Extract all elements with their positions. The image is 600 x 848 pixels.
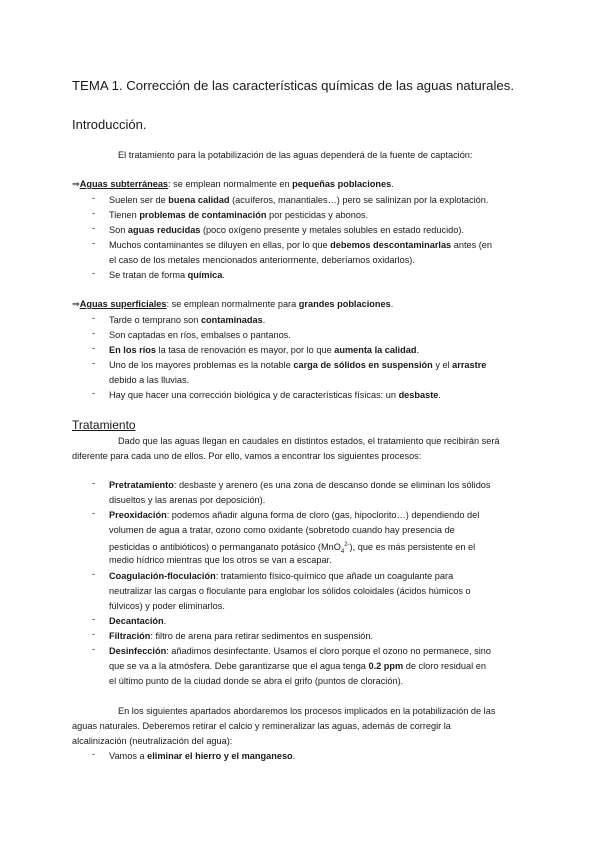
list-item: Tienen problemas de contaminación por pesticidas y abonos. bbox=[109, 210, 369, 220]
dash: - bbox=[92, 749, 96, 759]
dash: - bbox=[92, 328, 96, 338]
list-item: En los ríos la tasa de renovación es mayor, por lo que aumenta la calidad. bbox=[109, 345, 420, 355]
list-item: Hay que hacer una corrección biológica y de características físicas: un desbaste. bbox=[109, 390, 441, 400]
subterraneas-label: Aguas subterráneas bbox=[79, 179, 169, 189]
dash: - bbox=[92, 614, 96, 624]
list-item: Filtración: filtro de arena para retirar sedimentos en suspensión. bbox=[109, 631, 374, 641]
list-item: Preoxidación: podemos añadir alguna forma de cloro (gas, hipoclorito…) dependiendo del bbox=[109, 510, 480, 520]
dash: - bbox=[92, 358, 96, 368]
dash: - bbox=[92, 313, 96, 323]
paragraph: alcalinización (neutralización del agua): bbox=[72, 736, 233, 746]
list-item: Muchos contaminantes se diluyen en ellas, por lo que debemos descontaminarlas antes (en bbox=[109, 240, 493, 250]
list-item: Pretratamiento: desbaste y arenero (es una zona de descanso donde se eliminan los sólidos bbox=[109, 480, 491, 490]
dash: - bbox=[92, 569, 96, 579]
dash: - bbox=[92, 343, 96, 353]
subterraneas-lead: ⇒Aguas subterráneas: se emplean normalmente en pequeñas poblaciones. bbox=[72, 179, 394, 189]
list-item: Se tratan de forma química. bbox=[109, 270, 225, 280]
dash: - bbox=[92, 478, 96, 488]
dash: - bbox=[92, 208, 96, 218]
dash: - bbox=[92, 238, 96, 248]
dash: - bbox=[92, 388, 96, 398]
list-item-continuation: pesticidas o antibióticos) o permanganato potásico (MnO$_4^{2-}$), que es más persistente en el bbox=[109, 542, 476, 555]
list-item-continuation: disueltos y las arenas por deposición). bbox=[109, 495, 266, 505]
paragraph: diferente para cada uno de ellos. Por ello, vamos a encontrar los siguientes procesos: bbox=[72, 451, 422, 461]
dash: - bbox=[92, 223, 96, 233]
list-item-continuation: debido a las lluvias. bbox=[109, 375, 190, 385]
list-item-continuation: el caso de los metales mencionados anteriormente, deberíamos oxidarlos). bbox=[109, 255, 415, 265]
paragraph: Dado que las aguas llegan en caudales en distintos estados, el tratamiento que recibirán será bbox=[118, 436, 500, 446]
paragraph: aguas naturales. Deberemos retirar el calcio y remineralizar las aguas, además de corregir la bbox=[72, 721, 451, 731]
list-item: Coagulación-floculación: tratamiento físico-químico que añade un coagulante para bbox=[109, 571, 454, 581]
tratamiento-heading: Tratamiento bbox=[72, 418, 136, 432]
dash: - bbox=[92, 508, 96, 518]
superficiales-lead: ⇒Aguas superficiales: se emplean normalmente para grandes poblaciones. bbox=[72, 299, 394, 309]
dash: - bbox=[92, 629, 96, 639]
list-item: Son captadas en ríos, embalses o pantanos. bbox=[109, 330, 291, 340]
intro-text: El tratamiento para la potabilización de las aguas dependerá de la fuente de captación: bbox=[118, 150, 473, 160]
list-item: Desinfección: añadimos desinfectante. Usamos el cloro porque el ozono no permanece, sino bbox=[109, 646, 492, 656]
list-item: Uno de los mayores problemas es la notable carga de sólidos en suspensión y el arrastre bbox=[109, 360, 487, 370]
list-item: Son aguas reducidas (poco oxígeno presente y metales solubles en estado reducido). bbox=[109, 225, 464, 235]
list-item: Vamos a eliminar el hierro y el manganeso. bbox=[109, 751, 296, 761]
paragraph: En los siguientes apartados abordaremos los procesos implicados en la potabilización de las bbox=[118, 706, 496, 716]
page-title: TEMA 1. Corrección de las características químicas de las aguas naturales. bbox=[72, 78, 514, 93]
list-item: Tarde o temprano son contaminadas. bbox=[109, 315, 266, 325]
list-item-continuation: volumen de agua a tratar, ozono como oxidante (sobretodo cuando hay presencia de bbox=[109, 525, 455, 535]
dash: - bbox=[92, 268, 96, 278]
list-item-continuation: fúlvicos) y poder eliminarlos. bbox=[109, 601, 225, 611]
list-item-continuation: neutralizar las cargas o floculante para englobar los sólidos coloidales (ácidos húmicos o bbox=[109, 586, 471, 596]
list-item-continuation: que se va a la atmósfera. Debe garantizarse que el agua tenga 0.2 ppm de cloro residual en bbox=[109, 661, 486, 671]
list-item-continuation: medio hídrico mientras que los otros se van a escapar. bbox=[109, 555, 332, 565]
dash: - bbox=[92, 193, 96, 203]
arrow-icon: ⇒ bbox=[72, 299, 80, 309]
dash: - bbox=[92, 644, 96, 654]
intro-heading: Introducción. bbox=[72, 117, 147, 132]
superficiales-label: Aguas superficiales bbox=[79, 299, 167, 309]
list-item: Suelen ser de buena calidad (acuíferos, manantiales…) pero se salinizan por la explotación. bbox=[109, 195, 489, 205]
list-item-continuation: el último punto de la ciudad donde se abra el grifo (puntos de cloración). bbox=[109, 676, 404, 686]
list-item: Decantación. bbox=[109, 616, 167, 626]
arrow-icon: ⇒ bbox=[72, 179, 80, 189]
